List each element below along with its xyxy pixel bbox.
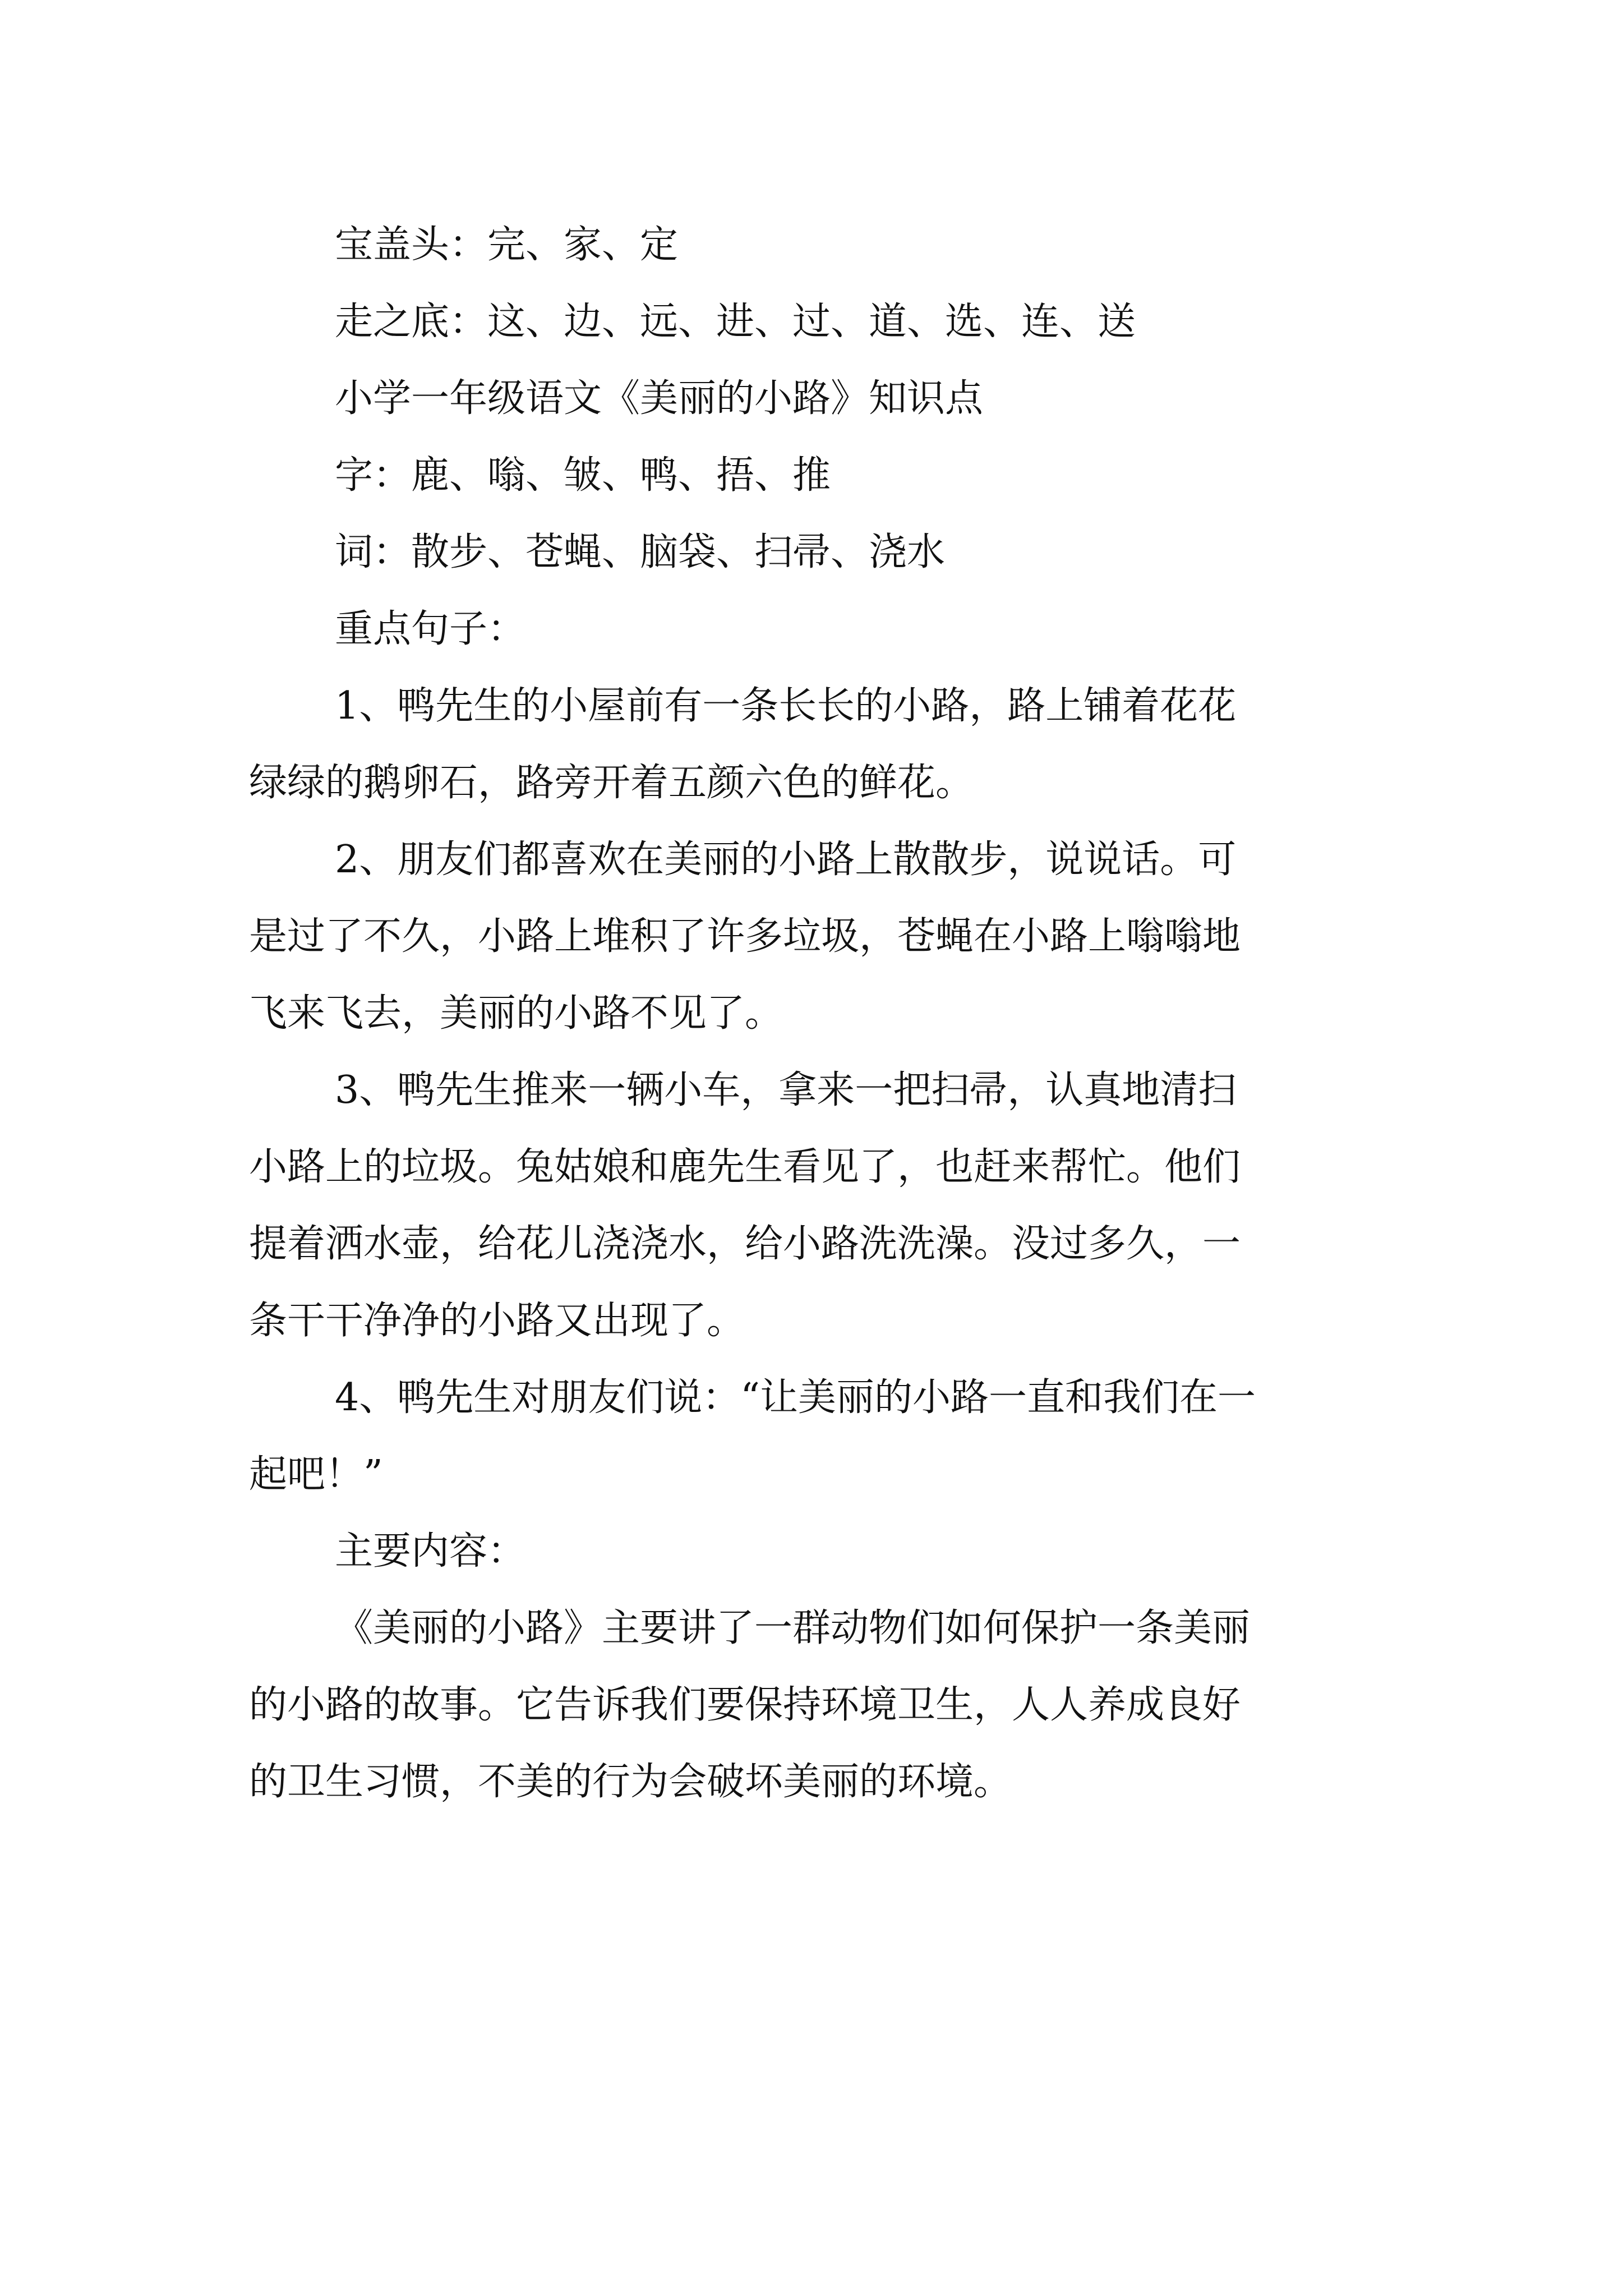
paragraph-line: 飞来飞去，美丽的小路不见了。 (249, 991, 783, 1036)
key-sentence-2 (249, 821, 1387, 1052)
paragraph-line: 条干干净净的小路又出现了。 (249, 1299, 745, 1343)
paragraph-line: 绿绿的鹅卵石，路旁开着五颜六色的鲜花。 (249, 761, 974, 805)
main-content-paragraph (249, 1590, 1387, 1820)
paragraph-line: 是过了不久，小路上堆积了许多垃圾，苍蝇在小路上嗡嗡地 (249, 914, 1241, 959)
paragraph-line: 的小路的故事。它告诉我们要保持环境卫生，人人养成良好 (249, 1683, 1241, 1727)
paragraph-first-line: 4、鸭先生对朋友们说：“让美丽的小路一直和我们在一 (335, 1375, 1256, 1420)
radical-zou-zhi-di: 走之底：这、边、远、进、过、道、选、连、送 (335, 300, 1136, 344)
paragraph-line: 提着洒水壶，给花儿浇浇水，给小路洗洗澡。没过多久，一 (249, 1222, 1241, 1266)
main-content-label: 主要内容： (335, 1529, 526, 1573)
document-body (249, 206, 1387, 1820)
key-sentence-3 (249, 1052, 1387, 1359)
key-sentence-4 (249, 1359, 1387, 1513)
paragraph-line: 起吧！” (249, 1452, 383, 1497)
paragraph-first-line: 3、鸭先生推来一辆小车，拿来一把扫帚，认真地清扫 (335, 1068, 1237, 1112)
paragraph-first-line: 1、鸭先生的小屋前有一条长长的小路，路上铺着花花 (335, 684, 1237, 728)
paragraph-first-line: 《美丽的小路》主要讲了一群动物们如何保护一条美丽 (335, 1606, 1251, 1650)
paragraph-line: 的卫生习惯，不美的行为会破坏美丽的环境。 (249, 1760, 1012, 1804)
characters-line: 字：鹿、嗡、皱、鸭、捂、推 (335, 453, 831, 498)
radical-bao-gai-tou: 宝盖头：完、家、定 (335, 223, 679, 267)
paragraph-first-line: 2、朋友们都喜欢在美丽的小路上散散步，说说话。可 (335, 838, 1237, 882)
paragraph-line: 小路上的垃圾。兔姑娘和鹿先生看见了，也赶来帮忙。他们 (249, 1145, 1241, 1189)
words-line: 词：散步、苍蝇、脑袋、扫帚、浇水 (335, 530, 946, 574)
lesson-heading: 小学一年级语文《美丽的小路》知识点 (335, 376, 984, 421)
key-sentences-label: 重点句子： (335, 607, 526, 651)
key-sentence-1 (249, 668, 1387, 821)
